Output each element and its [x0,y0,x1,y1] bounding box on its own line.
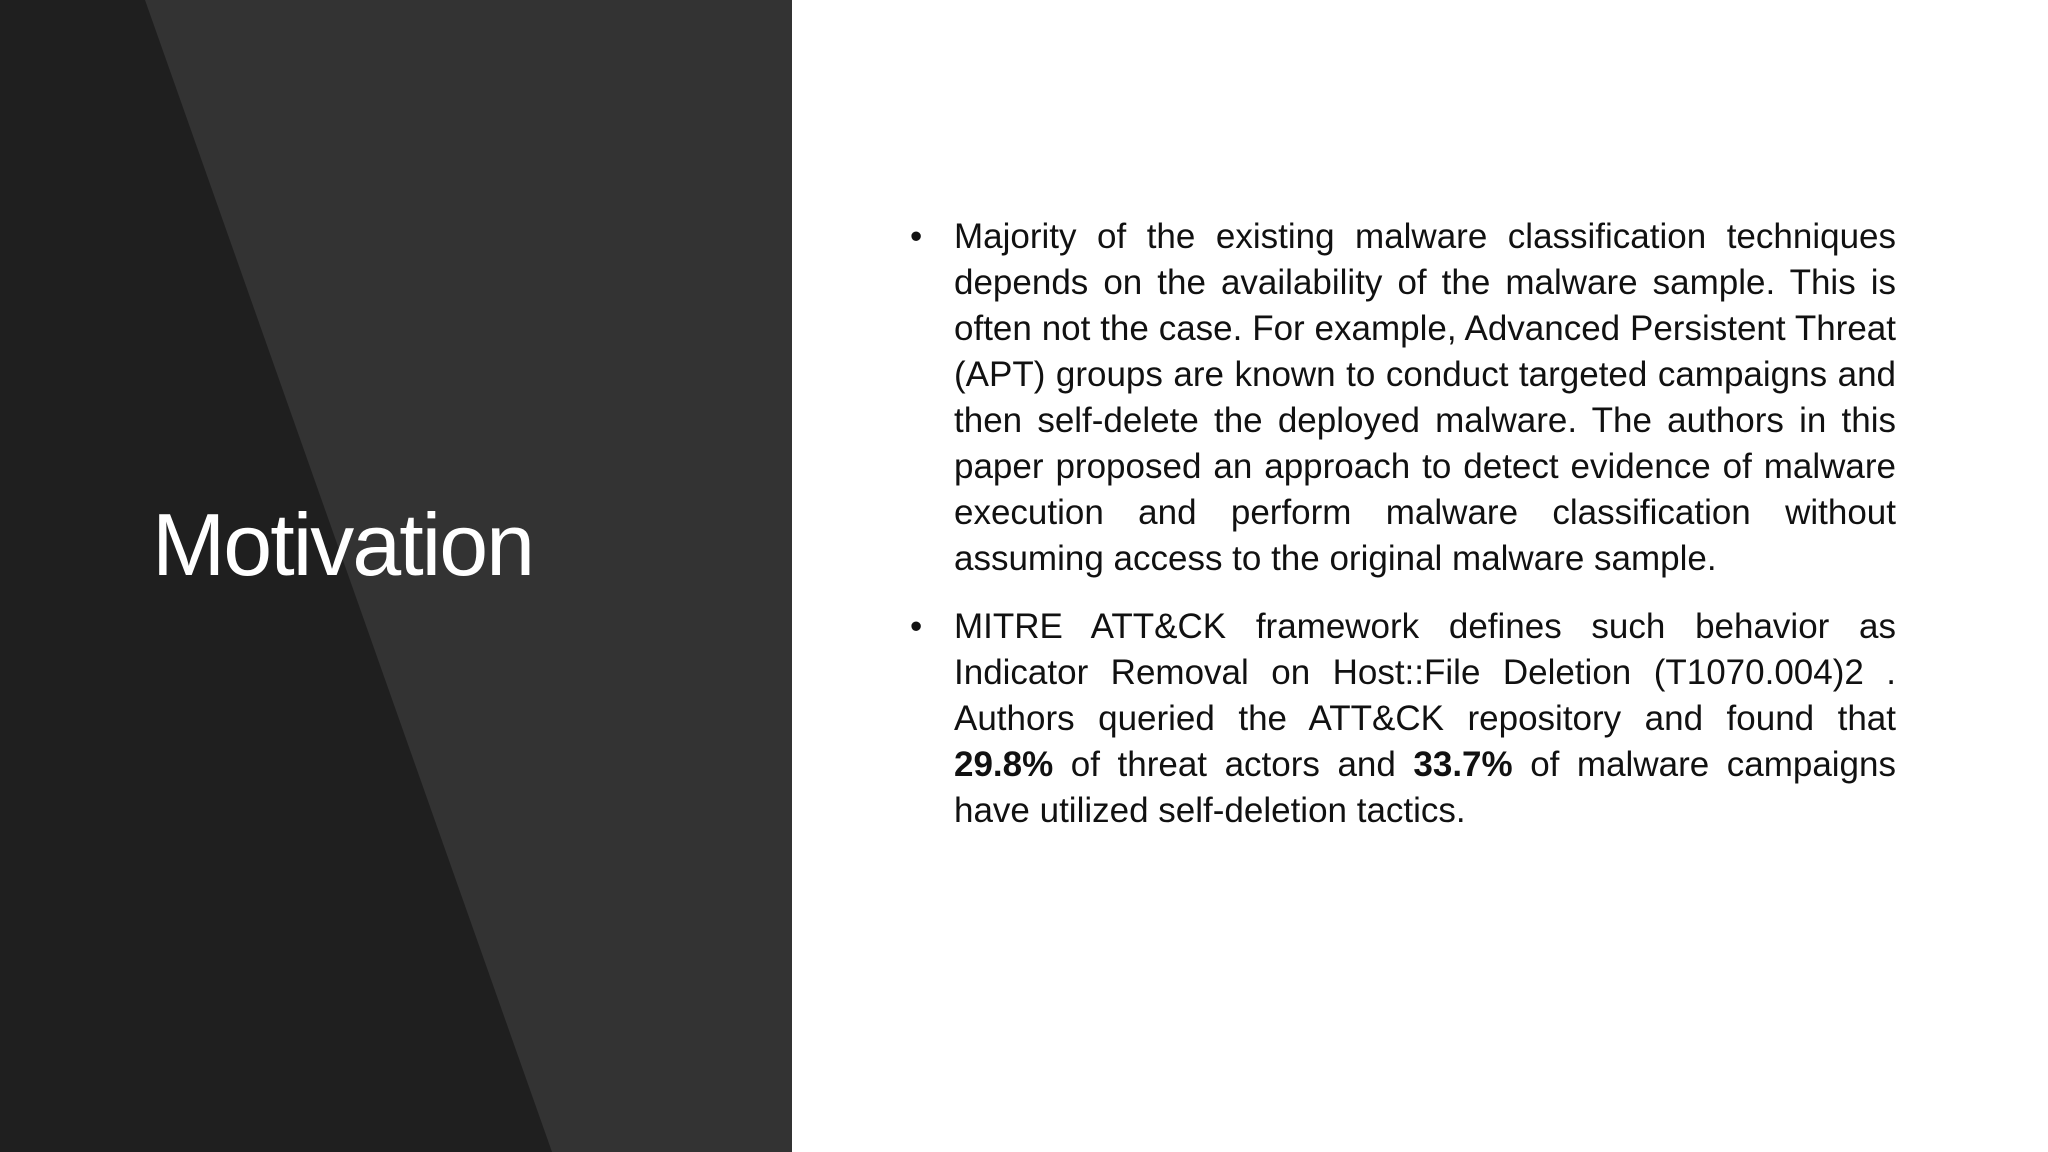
bullet-text [954,607,1896,830]
bullet-icon: • [910,217,923,256]
bullet-text: Majority of the existing malware classification techniques depends on the availability of the malware sample. This is often not the case. For example, Advanced Persistent Threat (APT) groups are known to conduct targeted campaigns and then self-delete the deployed malware. The authors in this paper proposed an approach to detect evidence of malware execution and perform malware classification without assuming access to the original malware sample. [954,217,1896,578]
bullet-text-part: MITRE ATT&CK framework defines such behavior as Indicator Removal on Host::File Deletion (T1070.004)2 . Authors queried the ATT&CK repository and found that [954,607,1896,738]
bullet-text-part: of threat actors and [1053,745,1414,784]
bullet-item [910,604,1896,834]
threat-actors-percentage: 29.8% [954,745,1054,784]
bullet-icon: • [910,607,923,646]
malware-campaigns-percentage: 33.7% [1413,745,1513,784]
bullet-text-part: of malware campaigns have utilized self-deletion tactics. [954,745,1896,830]
slide-title: Motivation [152,495,534,594]
bullet-item [910,214,1896,582]
bullet-list [910,214,1896,856]
title-panel [0,0,792,1152]
